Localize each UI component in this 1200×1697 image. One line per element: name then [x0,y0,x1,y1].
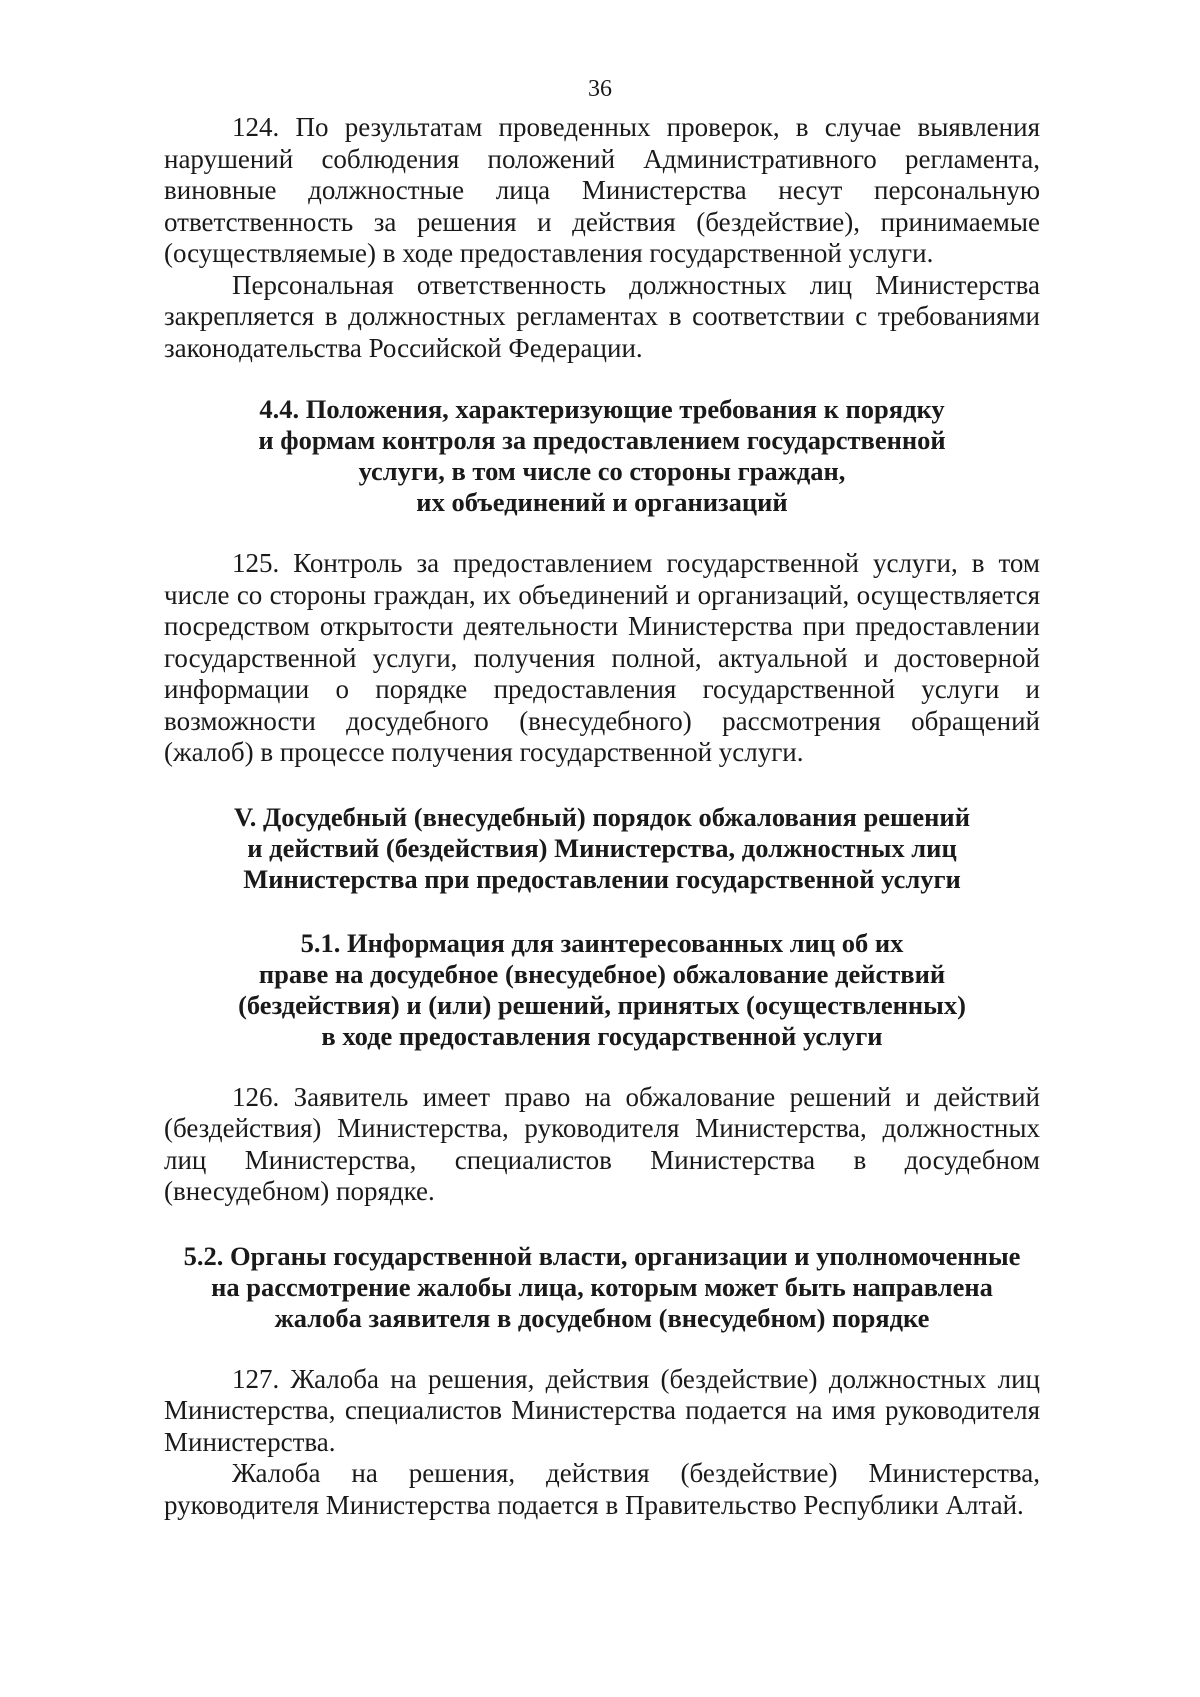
heading-line: и формам контроля за предоставлением государственной [258,425,946,455]
page-number: 36 [588,76,612,102]
heading-line: праве на досудебное (внесудебное) обжалование действий [258,958,946,989]
heading-line: жалоба заявителя в досудебном (внесудебном) порядке [274,1302,930,1333]
paragraph-124: 124. По результатам проведенных проверок, в случае выявления нарушений соблюдения положений Административного регламента, виновные должностные лица Министерства несут персональную ответственность за решения и действия (бездействие), принимаемые (осуществляемые) в ходе предоставления государственной услуги. [164,112,1040,268]
heading-line: 4.4. Положения, характеризующие требования к порядку [259,394,945,424]
paragraph-127: 127. Жалоба на решения, действия (бездействие) должностных лиц Министерства, специалистов Министерства подается на имя руководителя Министерства. [164,1363,1040,1457]
section-heading-5-1 [164,928,1040,1052]
heading-line: на рассмотрение жалобы лица, которым может быть направлена [211,1271,993,1302]
section-heading-4-4 [164,394,1040,518]
heading-line: и действий (бездействия) Министерства, должностных лиц [247,832,957,863]
paragraph-127-government: Жалоба на решения, действия (бездействие) Министерства, руководителя Министерства подается в Правительство Республики Алтай. [164,1458,1040,1520]
heading-line: их объединений и организаций [416,487,788,517]
section-heading-5 [164,802,1040,895]
heading-line: услуги, в том числе со стороны граждан, [358,456,846,486]
heading-line: V. Досудебный (внесудебный) порядок обжалования решений [234,801,970,832]
paragraph-125: 125. Контроль за предоставлением государственной услуги, в том числе со стороны граждан, их объединений и организаций, осуществляется посредством открытости деятельности Министерства при предоставлении государственной услуги, получения полной, актуальной и достоверной информации о порядке предоставления государственной услуги и возможности досудебного (внесудебного) рассмотрения обращений (жалоб) в процессе получения государственной услуги. [164,548,1040,767]
paragraph-126: 126. Заявитель имеет право на обжалование решений и действий (бездействия) Министерства, руководителя Министерства, должностных лиц Министерства, специалистов Министерства в досудебном (внесудебном) порядке. [164,1081,1040,1206]
heading-line: 5.1. Информация для заинтересованных лиц об их [300,927,904,958]
heading-line: (бездействия) и (или) решений, принятых (осуществленных) [238,989,966,1020]
heading-line: 5.2. Органы государственной власти, организации и уполномоченные [183,1240,1021,1271]
document-body [164,112,1040,1521]
heading-line: в ходе предоставления государственной услуги [321,1020,883,1051]
paragraph-124-responsibility: Персональная ответственность должностных лиц Министерства закрепляется в должностных регламентах в соответствии с требованиями законодательства Российской Федерации. [164,269,1040,363]
section-heading-5-2 [164,1241,1040,1334]
heading-line: Министерства при предоставлении государственной услуги [243,863,961,894]
